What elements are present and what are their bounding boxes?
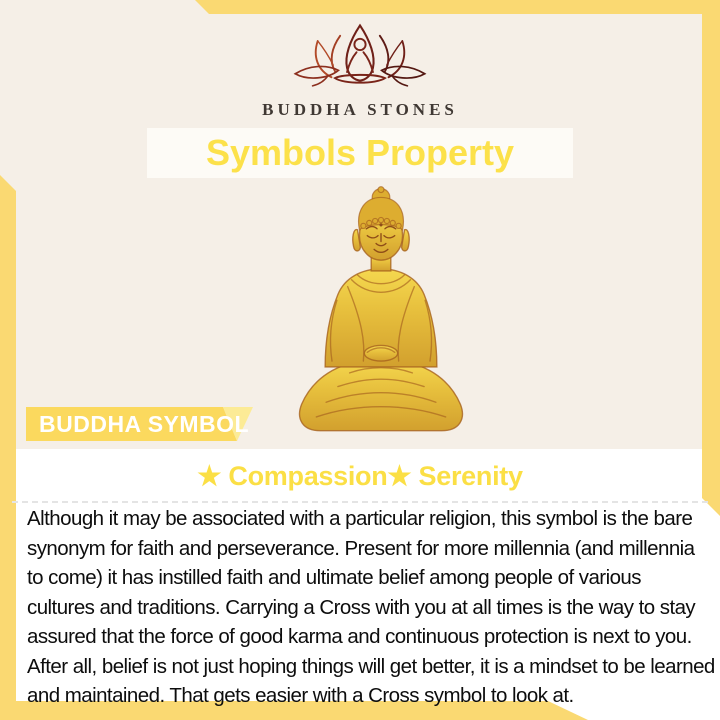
golden-buddha-illustration xyxy=(283,184,479,450)
title-banner xyxy=(147,128,573,178)
lotus-logo-icon xyxy=(285,22,435,104)
symbol-ribbon xyxy=(26,407,258,441)
dashed-divider xyxy=(12,501,708,503)
brand-name: BUDDHA STONES xyxy=(262,100,458,119)
properties-heading: ★ Compassion★ Serenity xyxy=(197,461,523,491)
page-title: Symbols Property xyxy=(205,132,515,173)
frame-right-accent xyxy=(702,0,720,516)
frame-left-accent xyxy=(0,175,16,720)
symbol-ribbon-label: BUDDHA SYMBOL xyxy=(39,411,250,437)
description-text: Although it may be associated with a particular religion, this symbol is the bare synonym for faith and perseverance. Present for more millennia (and millennia to come) it has instilled faith and ultimate belief among people of various cultures and traditions. Carrying a Cross with you at all times is the way to stay assured that the force of good karma and continuous protection is next to you. After all, belief is not just hoping things will get better, it is a mindset to be learned and maintained. That gets easier with a Cross symbol to look at. xyxy=(27,507,715,707)
